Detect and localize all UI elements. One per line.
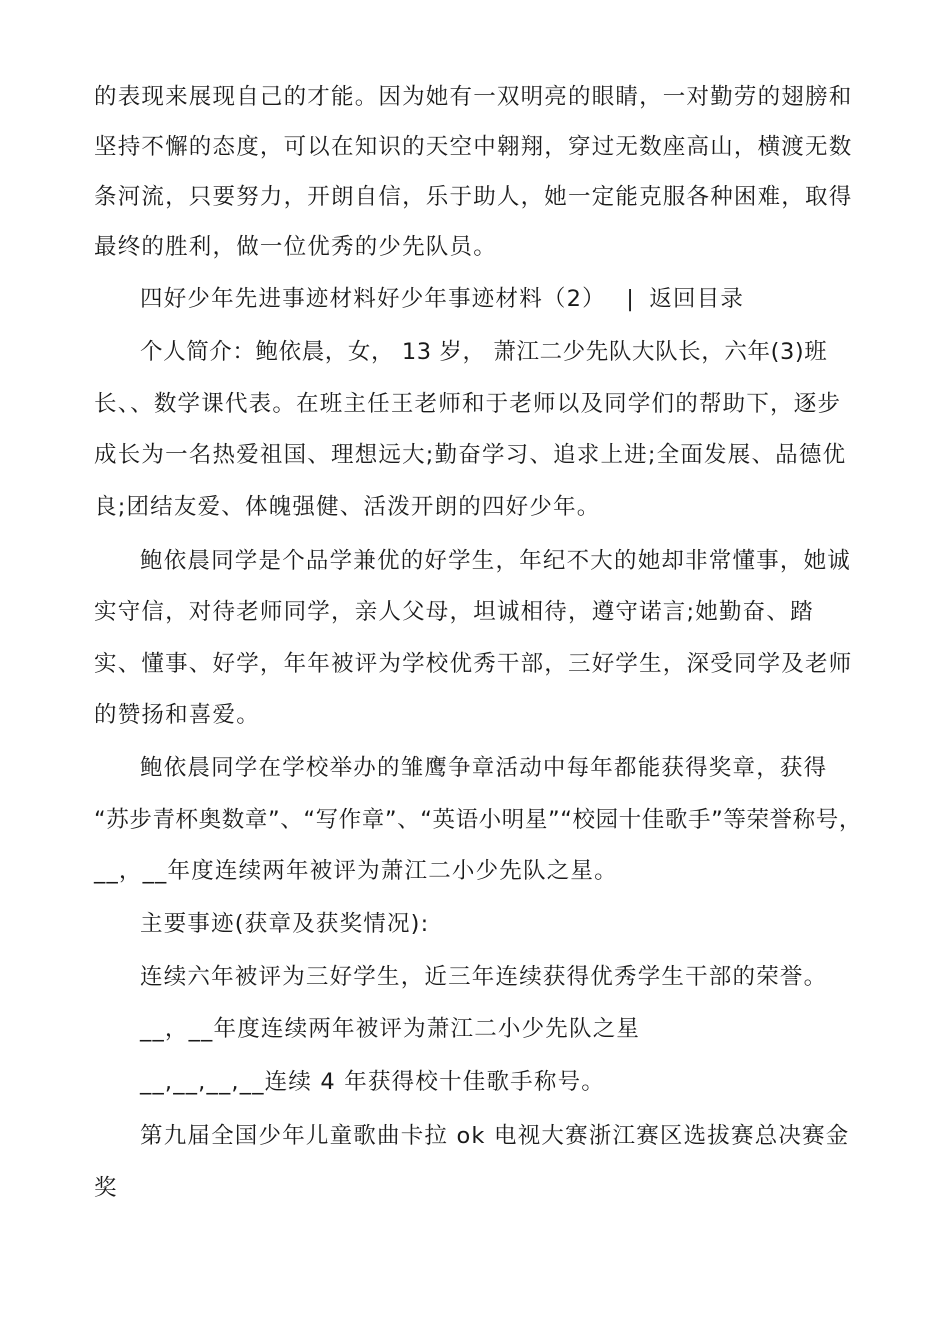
paragraph-line: “苏步青杯奥数章”、“写作章”、“英语小明星”“校园十佳歌手”等荣誉称号， [94, 807, 862, 833]
achievement-item: 连续六年被评为三好学生，近三年连续获得优秀学生干部的荣誉。 [140, 964, 828, 990]
paragraph-line: 实、懂事、好学，年年被评为学校优秀干部，三好学生，深受同学及老师 [94, 651, 853, 677]
paragraph-line: 鲍依晨同学在学校举办的雏鹰争章活动中每年都能获得奖章，获得 [140, 755, 828, 781]
paragraph-line: 实守信，对待老师同学，亲人父母，坦诚相待，遵守诺言;她勤奋、踏 [94, 599, 814, 625]
paragraph-line: 个人简介：鲍依晨，女， 13 岁， 萧江二少先队大队长，六年(3)班 [140, 339, 828, 365]
section-heading [140, 284, 744, 314]
achievement-item: __，__年度连续两年被评为萧江二小少先队之星 [140, 1016, 641, 1042]
paragraph-line: 坚持不懈的态度，可以在知识的天空中翱翔，穿过无数座高山，横渡无数 [94, 134, 853, 160]
back-to-contents-link[interactable]: 返回目录 [649, 286, 745, 312]
paragraph-line: __，__年度连续两年被评为萧江二小少先队之星。 [94, 858, 618, 884]
paragraph-line: 的表现来展现自己的才能。因为她有一双明亮的眼睛，一对勤劳的翅膀和 [94, 84, 853, 110]
achievement-item-continuation: 奖 [94, 1175, 118, 1201]
heading-separator: | [626, 286, 635, 312]
achievement-item: 第九届全国少年儿童歌曲卡拉 ok 电视大赛浙江赛区选拔赛总决赛金 [140, 1123, 850, 1149]
section-title: 四好少年先进事迹材料好少年事迹材料（2） [140, 286, 606, 312]
paragraph-line: 长、、数学课代表。在班主任王老师和于老师以及同学们的帮助下，逐步 [94, 391, 842, 417]
paragraph-line: 成长为一名热爱祖国、理想远大;勤奋学习、追求上进;全面发展、品德优 [94, 442, 847, 468]
achievements-heading: 主要事迹(获章及获奖情况): [140, 911, 430, 937]
paragraph-line: 鲍依晨同学是个品学兼优的好学生，年纪不大的她却非常懂事，她诚 [140, 548, 852, 574]
paragraph-line: 条河流，只要努力，开朗自信，乐于助人，她一定能克服各种困难，取得 [94, 184, 853, 210]
paragraph-line: 最终的胜利，做一位优秀的少先队员。 [94, 234, 497, 260]
achievement-item: __,__,__,__连续 4 年获得校十佳歌手称号。 [140, 1069, 605, 1095]
paragraph-line: 的赞扬和喜爱。 [94, 702, 260, 728]
paragraph-line: 良;团结友爱、体魄强健、活泼开朗的四好少年。 [94, 494, 601, 520]
